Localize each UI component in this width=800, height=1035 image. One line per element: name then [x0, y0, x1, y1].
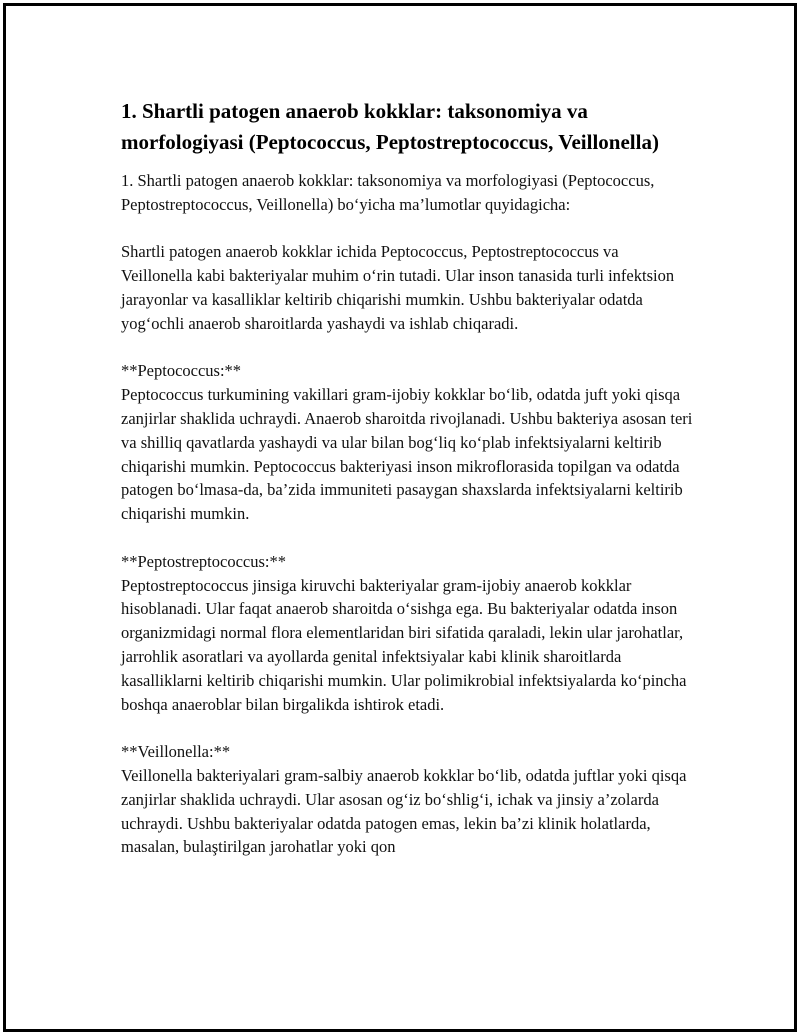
peptococcus-paragraph: Peptococcus turkumining vakillari gram-ijobiy kokklar bo‘lib, odatda juft yoki qisqa zanjirlar shaklida uchraydi. Anaerob sharoitda rivojlanadi. Ushbu bakteriya asosan teri va shilliq qavatlarda yashaydi va ular bilan bog‘liq ko‘plab infektsiyalarni keltirib chiqarishi mumkin. Peptococcus bakteriyasi inson mikroflorasida topilgan va odatda patogen bo‘lmasa-da, ba’zida immuniteti pasaygan shaxslarda infektsiyalarni keltirib chiqarishi mumkin. [121, 385, 693, 524]
document-content [121, 96, 693, 859]
peptostreptococcus-heading: **Peptostreptococcus:** [121, 551, 286, 571]
paragraph-gap [121, 716, 693, 740]
peptococcus-heading: **Peptococcus:** [121, 361, 242, 381]
paragraph-gap [121, 217, 693, 241]
paragraph-gap [121, 336, 693, 360]
veillonella-heading: **Veillonella:** [121, 742, 231, 762]
document-title: 1. Shartli patogen anaerob kokklar: taksonomiya va morfologiyasi (Peptococcus, Peptostreptococcus, Veillonella) [121, 99, 659, 154]
intro-paragraph: 1. Shartli patogen anaerob kokklar: taksonomiya va morfologiyasi (Peptococcus, Peptostreptococcus, Veillonella) bo‘yicha ma’lumotlar quyidagicha: [121, 171, 655, 214]
paragraph-gap [121, 526, 693, 550]
veillonella-paragraph: Veillonella bakteriyalari gram-salbiy anaerob kokklar bo‘lib, odatda juftlar yoki qisqa zanjirlar shaklida uchraydi. Ular asosan og‘iz bo‘shlig‘i, ichak va jinsiy a’zolarda uchraydi. Ushbu bakteriyalar odatda patogen emas, lekin ba’zi klinik holatlarda, masalan, bulaştirilgan jarohatlar yoki qon [121, 765, 687, 857]
peptostreptococcus-paragraph: Peptostreptococcus jinsiga kiruvchi bakteriyalar gram-ijobiy anaerob kokklar hisoblanadi. Ular faqat anaerob sharoitda o‘sishga ega. Bu bakteriyalar odatda inson organizmidagi normal flora elementlaridan biri sifatida qaraladi, lekin ular jarohatlar, jarrohlik asoratlari va ayollarda genital infektsiyalar kabi klinik sharoitlarda kasalliklarni keltirib chiqarishi mumkin. Ular polimikrobial infektsiyalarda ko‘pincha boshqa anaeroblar bilan birgalikda ishtirok etadi. [121, 575, 687, 714]
document-page [3, 3, 797, 1032]
overview-paragraph: Shartli patogen anaerob kokklar ichida Peptococcus, Peptostreptococcus va Veillonella kabi bakteriyalar muhim o‘rin tutadi. Ular inson tanasida turli infektsion jarayonlar va kasalliklar keltirib chiqarishi mumkin. Ushbu bakteriyalar odatda yog‘ochli anaerob sharoitlarda yashaydi va ishlab chiqaradi. [121, 242, 675, 333]
